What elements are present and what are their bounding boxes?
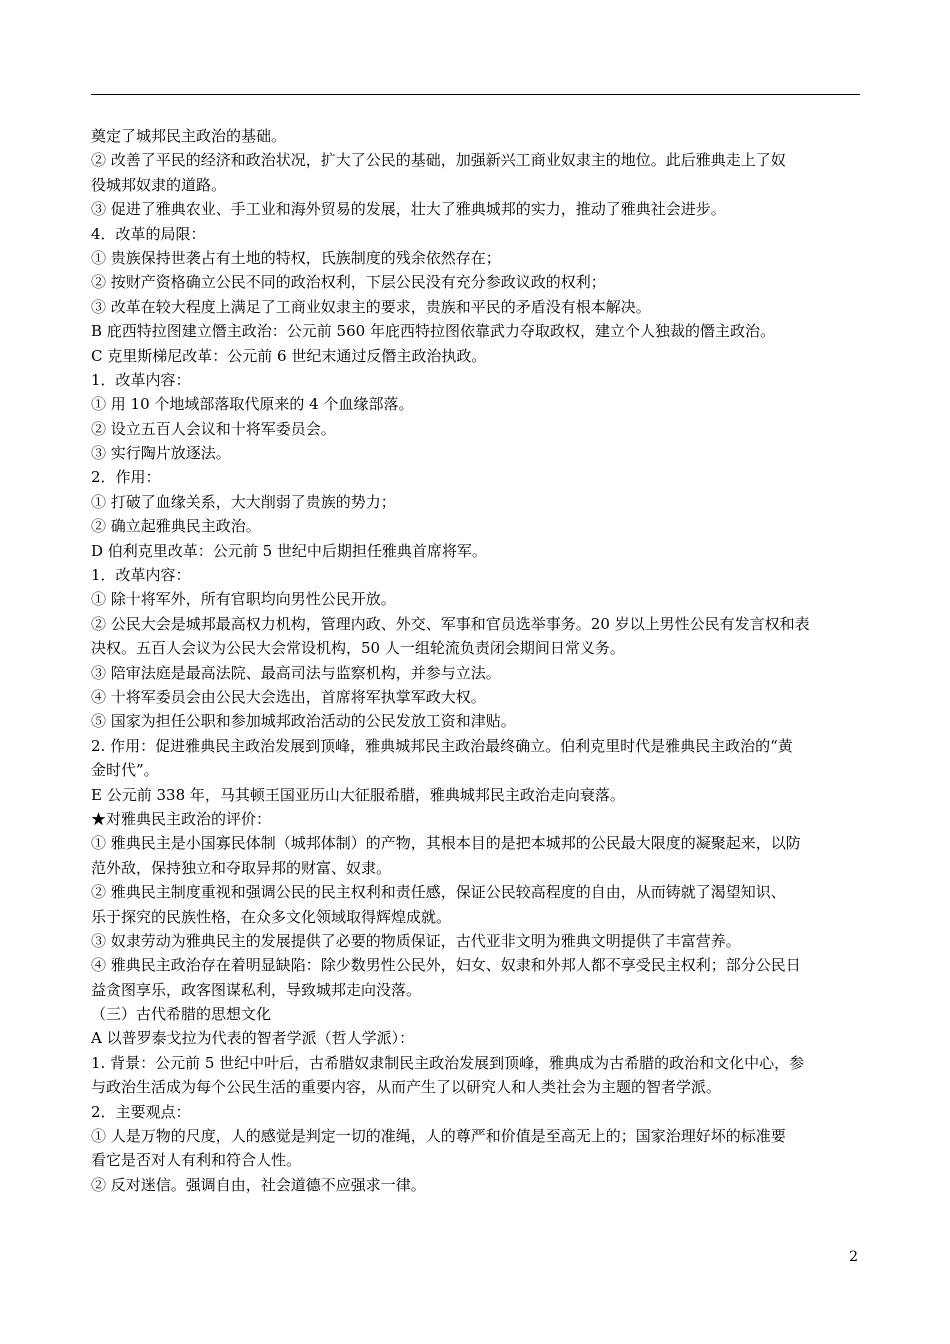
text-line: ⑤ 国家为担任公职和参加城邦政治活动的公民发放工资和津贴。 <box>91 712 516 731</box>
text-line: 看它是否对人有利和符合人性。 <box>91 1151 302 1170</box>
text-line: A 以普罗泰戈拉为代表的智者学派（哲人学派）： <box>91 1029 415 1048</box>
text-line: 役城邦奴隶的道路。 <box>91 175 227 194</box>
text-line: B 庇西特拉图建立僭主政治：公元前 560 年庇西特拉图依靠武力夺取政权，建立个人独裁的僭主政治。 <box>91 322 775 341</box>
text-line: ③ 促进了雅典农业、手工业和海外贸易的发展，壮大了雅典城邦的实力，推动了雅典社会进步。 <box>91 200 726 219</box>
text-line: （三）古代希腊的思想文化 <box>91 1005 272 1024</box>
text-line: 益贪图享乐，政客图谋私利，导致城邦走向没落。 <box>91 980 422 999</box>
text-line: E 公元前 338 年，马其顿王国亚历山大征服希腊，雅典城邦民主政治走向衰落。 <box>91 785 625 804</box>
text-line: 与政治生活成为每个公民生活的重要内容，从而产生了以研究人和人类社会为主题的智者学派。 <box>91 1078 722 1097</box>
text-line: 决权。五百人会议为公民大会常设机构，50 人一组轮流负责闭会期间日常义务。 <box>91 639 625 658</box>
text-line: 2．作用： <box>91 468 161 487</box>
text-line: 1. 背景：公元前 5 世纪中叶后，古希腊奴隶制民主政治发展到顶峰，雅典成为古希腊的政治和文化中心，参 <box>91 1053 805 1072</box>
text-line: ④ 雅典民主政治存在着明显缺陷：除少数男性公民外，妇女、奴隶和外邦人都不享受民主权利；部分公民日 <box>91 956 801 975</box>
text-line: ① 雅典民主是小国寡民体制（城邦体制）的产物，其根本目的是把本城邦的公民最大限度的凝聚起来，以防 <box>91 834 801 853</box>
text-line: D 伯利克里改革：公元前 5 世纪中后期担任雅典首席将军。 <box>91 541 487 560</box>
text-line: ① 用 10 个地域部落取代原来的 4 个血缘部落。 <box>91 395 414 414</box>
text-line: 乐于探究的民族性格，在众多文化领域取得辉煌成就。 <box>91 907 452 926</box>
text-line: 2. 作用：促进雅典民主政治发展到顶峰，雅典城邦民主政治最终确立。伯利克里时代是雅典民主政治的“黄 <box>91 736 793 755</box>
text-line: ③ 陪审法庭是最高法院、最高司法与监察机构，并参与立法。 <box>91 663 501 682</box>
text-line: ② 按财产资格确立公民不同的政治权利，下层公民没有充分参政议政的权利； <box>91 273 606 292</box>
text-line: 2．主要观点： <box>91 1102 191 1121</box>
text-line: 1．改革内容： <box>91 566 191 585</box>
document-body <box>91 124 861 1197</box>
text-line: ② 改善了平民的经济和政治状况，扩大了公民的基础，加强新兴工商业奴隶主的地位。此后雅典走上了奴 <box>91 151 786 170</box>
text-line: 奠定了城邦民主政治的基础。 <box>91 127 287 145</box>
text-line: ② 确立起雅典民主政治。 <box>91 517 261 536</box>
text-line: ③ 实行陶片放逐法。 <box>91 444 231 463</box>
text-line: 1．改革内容： <box>91 370 191 389</box>
text-line: ③ 改革在较大程度上满足了工商业奴隶主的要求，贵族和平民的矛盾没有根本解决。 <box>91 297 651 316</box>
text-line: ① 打破了血缘关系，大大削弱了贵族的势力； <box>91 492 396 511</box>
text-line: ★对雅典民主政治的评价： <box>91 809 272 828</box>
text-line: 4．改革的局限： <box>91 224 206 243</box>
text-line: ② 设立五百人会议和十将军委员会。 <box>91 419 336 438</box>
text-line: ① 贵族保持世袭占有土地的特权，氏族制度的残余依然存在； <box>91 248 501 267</box>
text-line: ③ 奴隶劳动为雅典民主的发展提供了必要的物质保证，古代亚非文明为雅典文明提供了丰富营养。 <box>91 931 741 950</box>
text-line: ① 人是万物的尺度，人的感觉是判定一切的准绳，人的尊严和价值是至高无上的；国家治理好坏的标准要 <box>91 1127 786 1146</box>
header-rule <box>91 94 860 95</box>
text-line: ① 除十将军外，所有官职均向男性公民开放。 <box>91 590 396 609</box>
text-line: 范外敌，保持独立和夺取异邦的财富、奴隶。 <box>91 858 392 877</box>
text-line: C 克里斯梯尼改革：公元前 6 世纪末通过反僭主政治执政。 <box>91 346 487 365</box>
text-line: ② 反对迷信。强调自由，社会道德不应强求一律。 <box>91 1175 426 1194</box>
page-number: 2 <box>849 1249 858 1265</box>
text-line: ④ 十将军委员会由公民大会选出，首席将军执掌军政大权。 <box>91 687 486 706</box>
text-line: ② 雅典民主制度重视和强调公民的民主权利和责任感，保证公民较高程度的自由，从而铸就了渴望知识、 <box>91 883 786 902</box>
text-line: ② 公民大会是城邦最高权力机构，管理内政、外交、军事和官员选举事务。20 岁以上男性公民有发言权和表 <box>91 614 810 633</box>
text-line: 金时代”。 <box>91 761 159 780</box>
